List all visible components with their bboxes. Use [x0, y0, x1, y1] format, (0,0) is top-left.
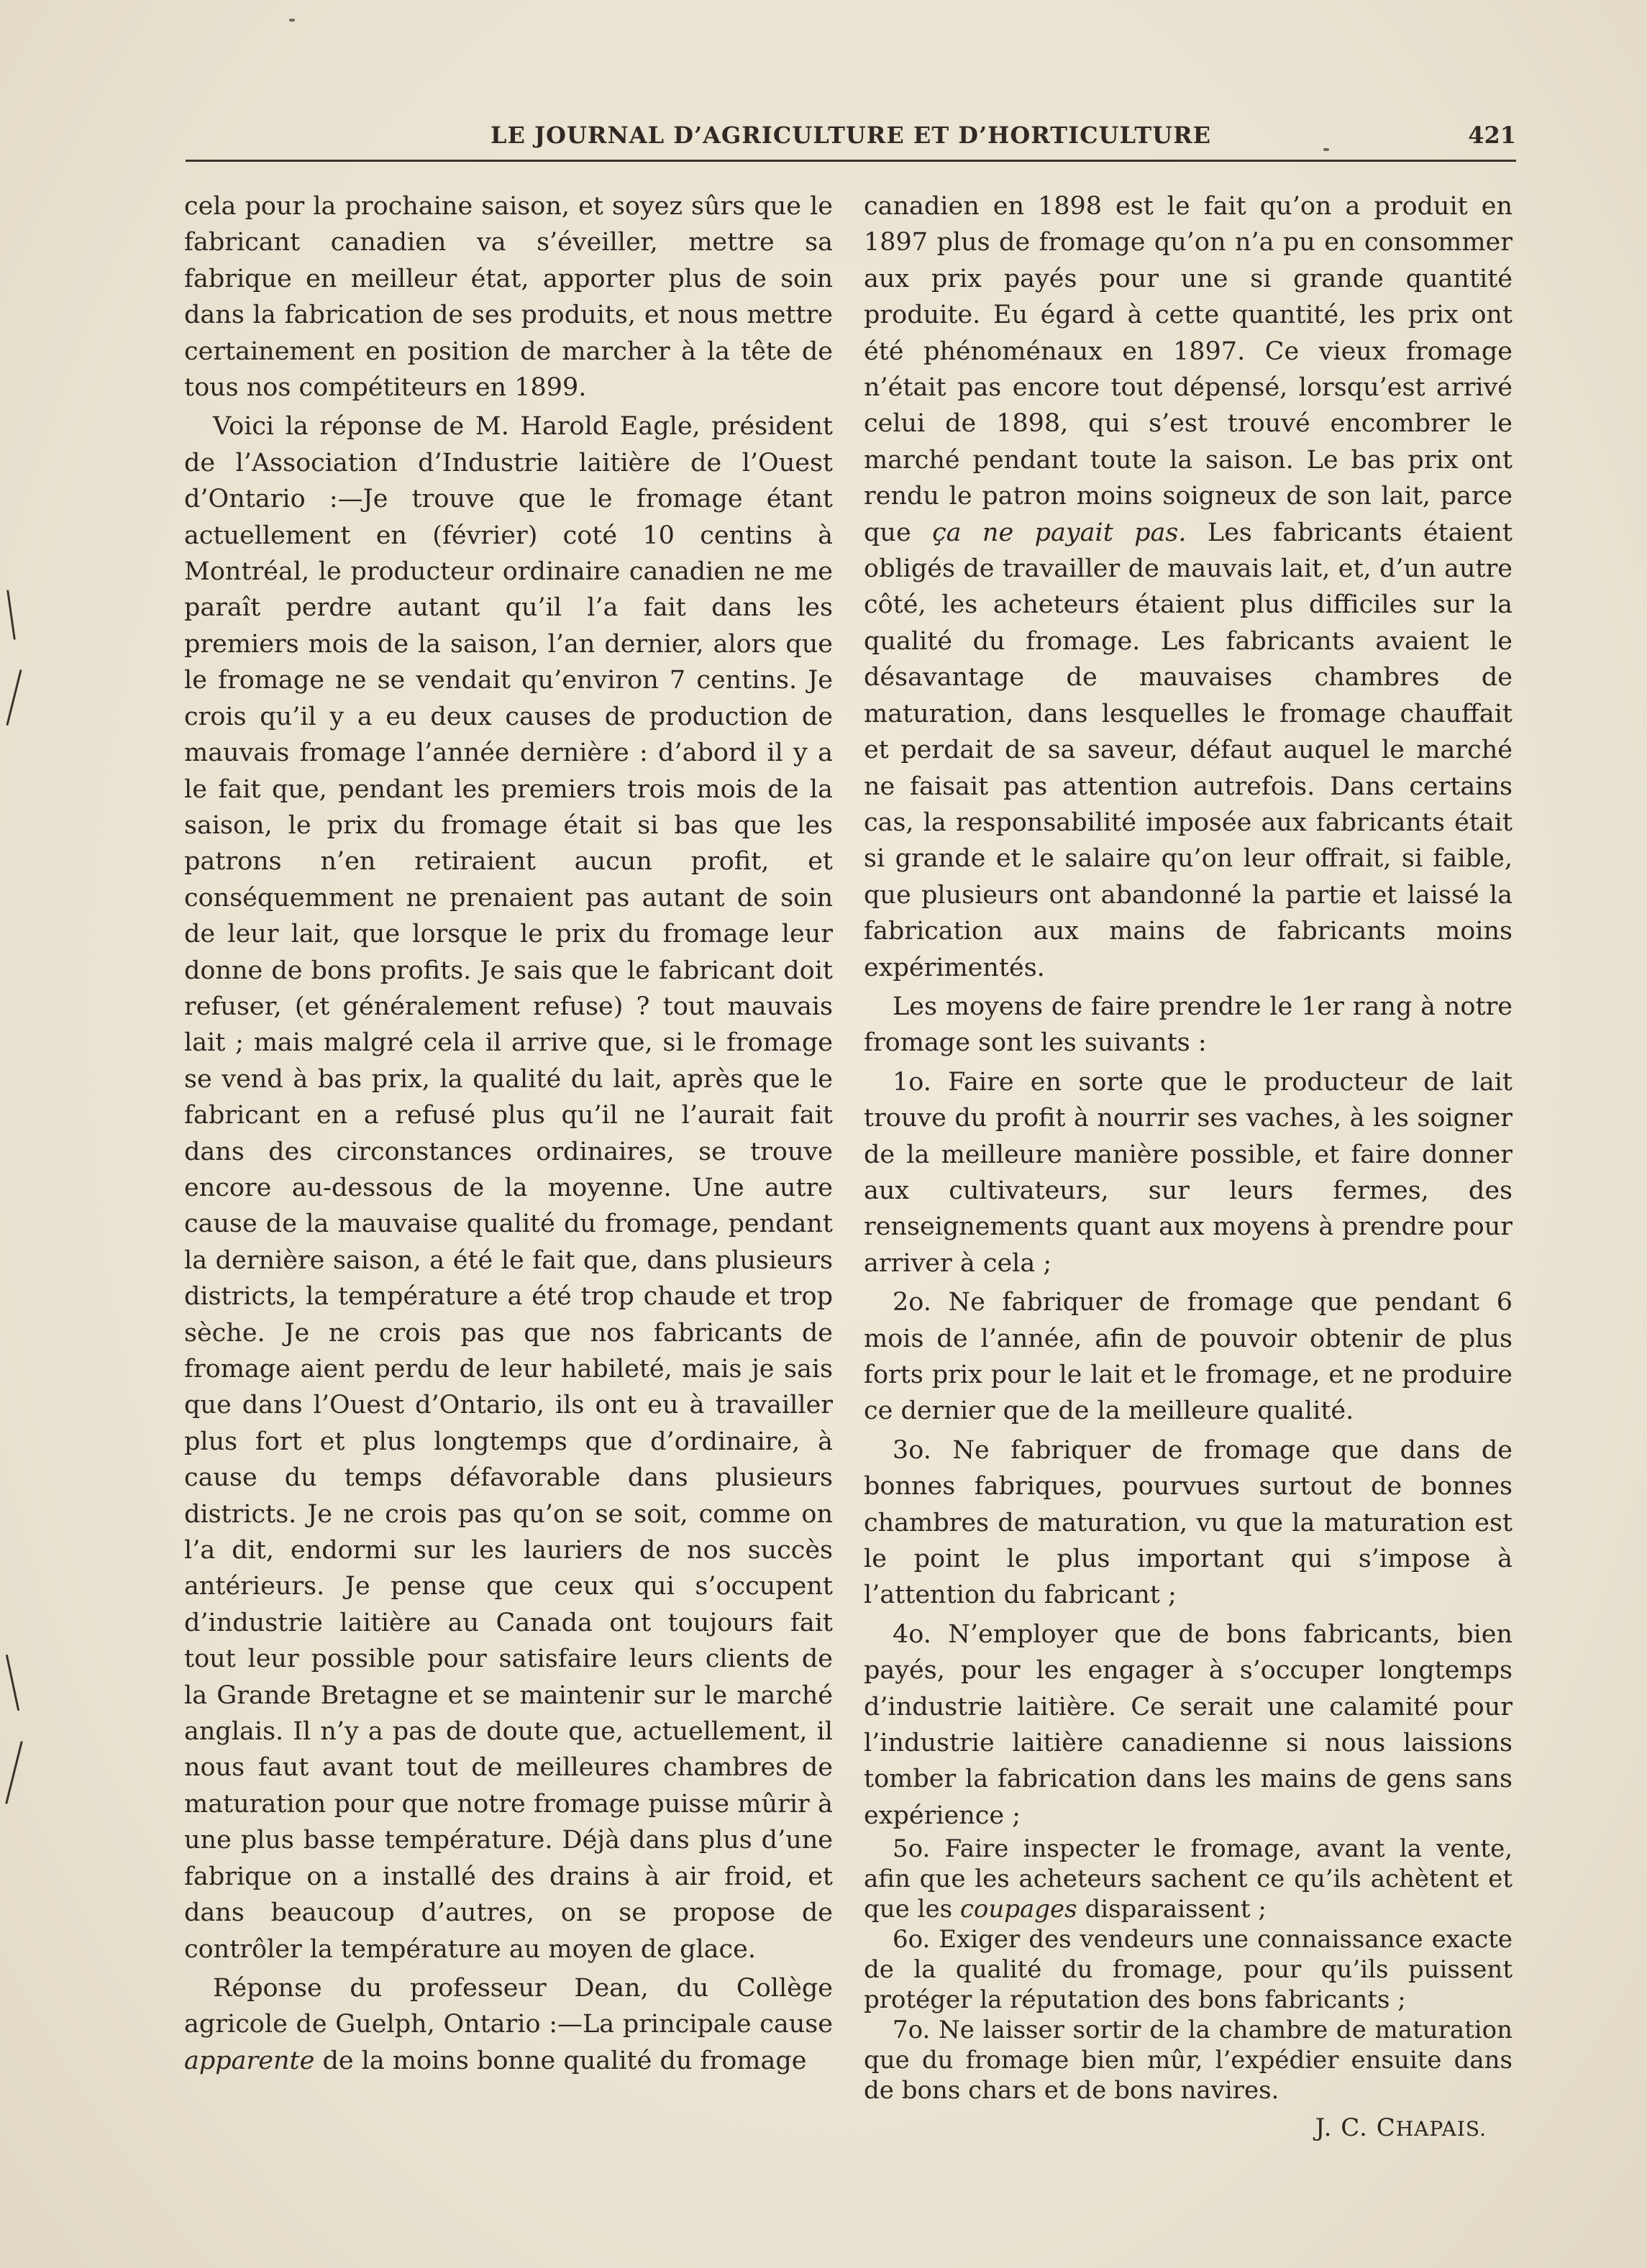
dean-continued-lead: canadien en 1898 est le fait qu’on a produit en 1897 plus de fromage qu’on n’a pu en consommer aux prix payés pour une si grande quantité produite. Eu égard à cette quantité, les prix ont été phénoménaux en 1897. Ce vieux fromage n’était pas encore tout dépensé, lorsqu’est arrivé celui de 1898, qui s’est trouvé encombrer le marché pendant toute la saison. Le bas prix ont rendu le patron moins soigneux de son lait, parce que: [864, 192, 1513, 547]
running-header: [186, 119, 1516, 155]
signature-initials: J. C. C: [1315, 2113, 1396, 2143]
paragraph-continuation: cela pour la prochaine saison, et soyez sûrs que le fabricant canadien va s’éveiller, mettre sa fabrique en meilleur état, apporter plus de soin dans la fabrication de ses produits, et nous mettre certainement en position de marcher à la tête de tous nos compétiteurs en 1899.: [184, 192, 833, 403]
dean-continued-tail: Les fabricants étaient obligés de travailler de mauvais lait, et, d’un autre côté, les acheteurs étaient plus difficiles sur la qualité du fromage. Les fabricants avaient le désavantage de mauvaises chambres de maturation, dans lesquelles le fromage chauffait et perdait de sa saveur, défaut auquel le marché ne faisait pas attention autrefois. Dans certains cas, la responsabilité imposée aux fabricants était si grande et le salaire qu’on leur offrait, si faible, que plusieurs ont abandonné la partie et laissé la fabrication aux mains de fabricants moins expérimentés.: [864, 518, 1513, 982]
margin-pencil-mark: [6, 669, 22, 726]
dean-reply-tail: de la moins bonne qualité du fromage: [314, 2046, 807, 2075]
item5-lead: 5o. Faire inspecter le fromage, avant la vente, afin que les acheteurs sachent ce qu’ils achètent et que les: [864, 1834, 1513, 1924]
paragraph-dean-reply: [184, 1970, 833, 2079]
margin-pencil-mark: [6, 590, 16, 640]
paragraph-means-intro: Les moyens de faire prendre le 1er rang à notre fromage sont les suivants :: [864, 992, 1513, 1058]
item5-tail: disparaissent ;: [1077, 1895, 1267, 1924]
right-column: [864, 188, 1513, 2148]
paragraph-dean-continued: [864, 188, 1513, 986]
paragraph-eagle-reply: Voici la réponse de M. Harold Eagle, président de l’Association d’Industrie laitière de l’Ouest d’Ontario :—Je trouve que le fromage étant actuellement en (février) coté 10 centins à Montréal, le producteur ordinaire canadien ne me paraît perdre autant qu’il l’a fait dans les premiers mois de la saison, l’an dernier, alors que le fromage ne se vendait qu’environ 7 centins. Je crois qu’il y a eu deux causes de production de mauvais fromage l’année dernière : d’abord il y a le fait que, pendant les premiers trois mois de la saison, le prix du fromage était si bas que les patrons n’en retiraient aucun profit, et conséquemment ne prenaient pas autant de soin de leur lait, que lorsque le prix du fromage leur donne de bons profits. Je sais que le fabricant doit refuser, (et généralement refuse) ? tout mauvais lait ; mais malgré cela il arrive que, si le fromage se vend à bas prix, la qualité du lait, après que le fabricant en a refusé plus qu’il ne l’aurait fait dans des circonstances ordinaires, se trouve encore au-dessous de la moyenne. Une autre cause de la mauvaise qualité du fromage, pendant la dernière saison, a été le fait que, dans plusieurs districts, la température a été trop chaude et trop sèche. Je ne crois pas que nos fabricants de fromage aient perdu de leur habileté, mais je sais que dans l’Ouest d’Ontario, ils ont eu à travailler plus fort et plus longtemps que d’ordinaire, à cause du temps défavorable dans plusieurs districts. Je ne crois pas qu’on se soit, comme on l’a dit, endormi sur les lauriers de nos succès antérieurs. Je pense que ceux qui s’occupent d’industrie laitière au Canada ont toujours fait tout leur possible pour satisfaire leurs clients de la Grande Bretagne et se maintenir sur le marché anglais. Il n’y a pas de doute que, actuellement, il nous faut avant tout de meilleures chambres de maturation pour que notre fromage puisse mûrir à une plus basse température. Déjà dans plus d’une fabrique on a installé des drains à air froid, et dans beaucoup d’autres, on se propose de contrôler la température au moyen de glace.: [184, 412, 833, 1964]
list-item: 2o. Ne fabriquer de fromage que pendant 6 mois de l’année, afin de pouvoir obtenir de plus forts prix pour le lait et le fromage, et ne produire ce dernier que de la meilleure qualité.: [864, 1288, 1513, 1426]
list-item: 7o. Ne laisser sortir de la chambre de maturation que du fromage bien mûr, l’expédier ensuite dans de bons chars et de bons navires.: [864, 2016, 1513, 2105]
author-signature: [864, 2110, 1513, 2147]
dean-reply-lead: Réponse du professeur Dean, du Collège agricole de Guelph, Ontario :—La principale cause: [184, 1973, 833, 2039]
left-column: [184, 188, 833, 2079]
header-rule: [186, 160, 1516, 162]
list-item: 1o. Faire en sorte que le producteur de lait trouve du profit à nourrir ses vaches, à les soigner de la meilleure manière possible, et faire donner aux cultivateurs, sur leurs fermes, des renseignements quant aux moyens à prendre pour arriver à cela ;: [864, 1067, 1513, 1278]
list-item: [864, 1834, 1513, 1924]
list-item: 4o. N’employer que de bons fabricants, bien payés, pour les engager à s’occuper longtemps d’industrie laitière. Ce serait une calamité pour l’industrie laitière canadienne si nous laissions tomber la fabrication dans les mains de gens sans expérience ;: [864, 1619, 1513, 1830]
margin-pencil-mark: [6, 1655, 20, 1711]
list-item: 3o. Ne fabriquer de fromage que dans de bonnes fabriques, pourvues surtout de bonnes chambres de maturation, vu que la maturation est le point le plus important qui s’impose à l’attention du fabricant ;: [864, 1435, 1513, 1610]
dean-continued-italic: ça ne payait pas.: [932, 518, 1187, 547]
signature-rest: HAPAIS.: [1395, 2117, 1487, 2141]
page-number: 421: [1468, 122, 1516, 149]
journal-title: LE JOURNAL D’AGRICULTURE ET D’HORTICULTURE: [490, 122, 1212, 149]
margin-pencil-mark: [5, 1741, 23, 1804]
item5-italic: coupages: [959, 1895, 1077, 1924]
dean-reply-italic: apparente: [184, 2046, 315, 2075]
ink-speck: [289, 19, 295, 22]
list-item: 6o. Exiger des vendeurs une connaissance exacte de la qualité du fromage, pour qu’ils puissent protéger la réputation des bons fabricants ;: [864, 1925, 1513, 2015]
